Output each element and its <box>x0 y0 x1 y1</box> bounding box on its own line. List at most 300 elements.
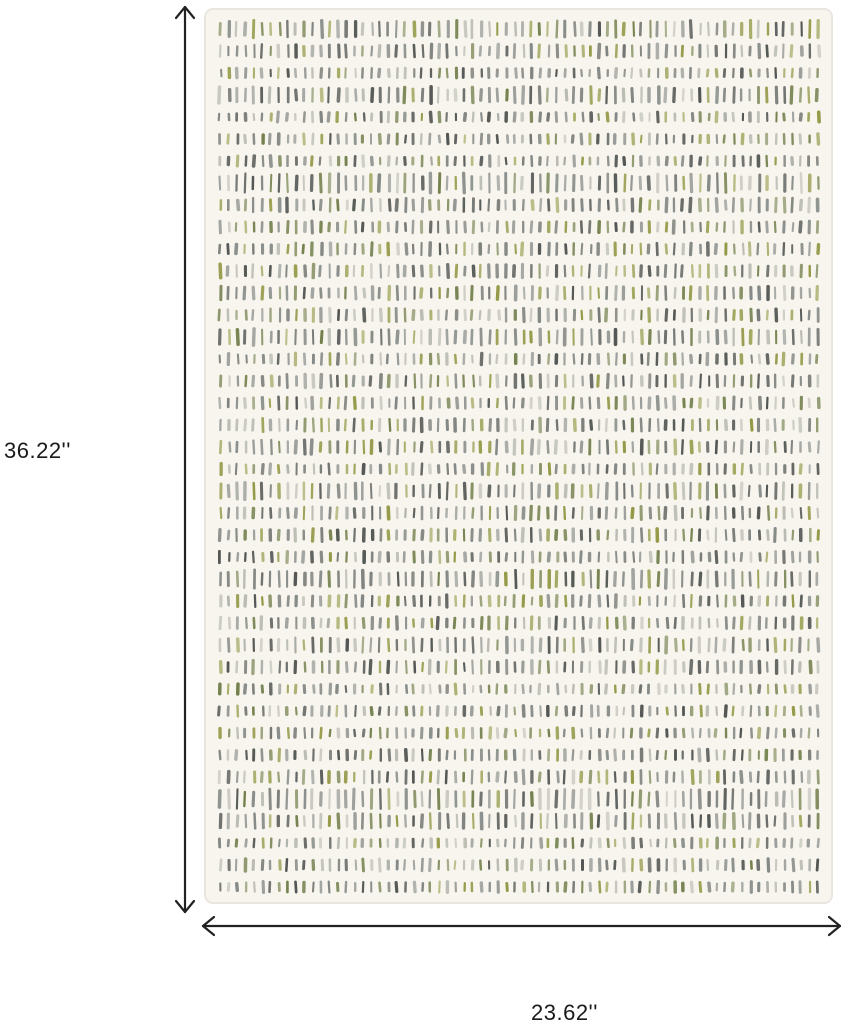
rug-mark <box>448 221 449 232</box>
rug-mark <box>370 661 371 674</box>
rug-mark <box>667 708 668 714</box>
rug-mark <box>455 157 456 164</box>
rug-mark <box>472 399 473 407</box>
rug-mark <box>354 419 355 431</box>
rug-mark <box>497 685 498 694</box>
rug-mark <box>379 46 380 57</box>
rug-mark <box>700 200 701 211</box>
rug-mark <box>379 70 380 77</box>
rug-mark <box>278 706 279 715</box>
rug-mark <box>615 465 616 473</box>
rug-mark <box>606 87 607 103</box>
rug-mark <box>481 113 482 121</box>
rug-mark <box>355 706 356 716</box>
rug-mark <box>431 112 432 121</box>
rug-mark <box>312 157 313 166</box>
rug-mark <box>523 200 524 210</box>
rug-mark <box>278 354 279 363</box>
rug-mark <box>245 89 246 101</box>
rug-mark <box>481 793 482 805</box>
rug-mark <box>691 465 692 474</box>
rug-mark <box>573 729 574 738</box>
rug-mark <box>733 707 734 715</box>
rug-mark <box>472 286 473 299</box>
rug-mark <box>599 839 600 846</box>
rug-mark <box>481 686 482 692</box>
rug-mark <box>497 729 498 738</box>
rug-mark <box>564 287 565 298</box>
rug-mark <box>658 397 659 409</box>
rug-mark <box>363 792 364 806</box>
rug-mark <box>591 839 592 848</box>
rug-mark <box>389 750 390 760</box>
rug-mark <box>556 617 557 629</box>
rug-mark <box>288 597 289 606</box>
rug-mark <box>581 552 582 563</box>
rug-mark <box>547 157 548 166</box>
rug-mark <box>758 772 759 782</box>
rug-mark <box>464 466 465 473</box>
rug-mark <box>683 840 684 847</box>
rug-mark <box>768 531 769 540</box>
rug-mark <box>305 266 306 276</box>
rug-mark <box>313 134 314 144</box>
rug-mark <box>447 464 448 474</box>
rug-mark <box>514 420 515 429</box>
rug-mark <box>522 861 523 868</box>
rug-mark <box>261 44 262 57</box>
rug-mark <box>497 287 498 299</box>
rug-mark <box>397 440 398 454</box>
rug-mark <box>454 618 455 628</box>
rug-mark <box>305 440 306 454</box>
rug-mark <box>346 686 347 692</box>
rug-mark <box>438 354 439 364</box>
rug-mark <box>228 135 229 143</box>
rug-mark <box>776 729 777 737</box>
rug-mark <box>297 421 298 429</box>
rug-mark <box>381 265 382 278</box>
rug-mark <box>455 772 456 782</box>
rug-mark <box>320 443 321 451</box>
rug-mark <box>683 483 684 498</box>
rug-mark <box>245 596 246 606</box>
rug-mark <box>406 685 407 692</box>
rug-mark <box>446 662 447 673</box>
rug-mark <box>488 464 489 475</box>
rug-mark <box>312 221 313 233</box>
rug-mark <box>556 222 557 233</box>
rug-mark <box>641 244 642 255</box>
rug-mark <box>499 311 500 319</box>
rug-mark <box>716 70 717 77</box>
rug-mark <box>691 243 692 254</box>
rug-mark <box>398 573 399 586</box>
rug-mark <box>371 708 372 715</box>
rug-mark <box>270 464 271 474</box>
rug-mark <box>607 729 608 737</box>
rug-mark <box>296 882 297 892</box>
rug-mark <box>633 814 634 829</box>
rug-mark <box>237 156 238 166</box>
rug-mark <box>817 90 818 101</box>
rug-mark <box>220 617 221 629</box>
rug-mark <box>321 331 322 342</box>
rug-mark <box>305 399 306 408</box>
rug-mark <box>320 200 321 209</box>
rug-mark <box>304 112 305 121</box>
rug-mark <box>785 686 786 693</box>
rug-mark <box>380 728 381 738</box>
rug-mark <box>337 507 338 518</box>
rug-mark <box>228 684 229 693</box>
rug-mark <box>363 200 364 210</box>
rug-mark <box>658 223 659 231</box>
rug-mark <box>515 23 516 36</box>
rug-mark <box>532 882 533 892</box>
rug-mark <box>414 509 415 517</box>
rug-mark <box>338 354 339 364</box>
rug-mark <box>615 573 616 586</box>
rug-mark <box>659 507 660 519</box>
rug-mark <box>691 399 692 406</box>
rug-mark <box>583 617 584 629</box>
rug-mark <box>439 330 440 345</box>
rug-mark <box>447 45 448 58</box>
rug-mark <box>328 619 329 626</box>
rug-mark <box>431 442 432 452</box>
rug-mark <box>775 529 776 542</box>
rug-mark <box>455 200 456 209</box>
rug-mark <box>607 47 608 55</box>
rug-mark <box>523 706 524 716</box>
rug-mark <box>338 751 339 759</box>
rug-mark <box>523 87 524 103</box>
rug-mark <box>388 639 389 651</box>
rug-mark <box>775 222 776 232</box>
rug-mark <box>700 508 701 518</box>
rug-mark <box>338 398 339 408</box>
rug-mark <box>692 114 693 121</box>
rug-mark <box>271 175 272 192</box>
rug-mark <box>742 46 743 56</box>
rug-mark <box>237 330 238 345</box>
rug-mark <box>522 243 523 255</box>
rug-mark <box>481 573 482 586</box>
rug-mark <box>422 792 423 806</box>
rug-mark <box>397 816 398 826</box>
rug-mark <box>750 200 751 211</box>
rug-mark <box>455 90 456 100</box>
rug-mark <box>295 69 296 77</box>
rug-mark <box>303 245 304 253</box>
rug-mark <box>338 639 339 651</box>
rug-mark <box>270 399 271 407</box>
rug-mark <box>372 23 373 35</box>
rug-mark <box>229 618 230 628</box>
rug-mark <box>524 355 525 364</box>
rug-mark <box>287 114 288 120</box>
rug-mark <box>489 113 490 120</box>
rug-mark <box>405 158 406 165</box>
rug-mark <box>397 617 398 629</box>
rug-mark <box>760 398 761 409</box>
rug-mark <box>591 375 592 386</box>
rug-mark <box>481 839 482 846</box>
rug-mark <box>497 375 498 387</box>
rug-mark <box>262 861 263 870</box>
rug-mark <box>557 199 558 212</box>
rug-mark <box>278 728 279 737</box>
rug-mark <box>633 397 634 409</box>
rug-mark <box>641 529 642 542</box>
rug-mark <box>313 771 314 782</box>
rug-mark <box>439 136 440 142</box>
rug-mark <box>574 708 575 715</box>
rug-mark <box>683 595 684 607</box>
rug-mark <box>245 399 246 408</box>
rug-mark <box>784 114 785 120</box>
rug-mark <box>421 443 422 452</box>
rug-mark <box>573 508 574 517</box>
rug-mark <box>608 398 609 408</box>
rug-mark <box>389 200 390 210</box>
rug-mark <box>606 685 607 693</box>
rug-mark <box>515 816 516 826</box>
rug-mark <box>237 772 238 782</box>
rug-mark <box>507 136 508 143</box>
rug-mark <box>506 529 507 541</box>
rug-mark <box>615 750 616 760</box>
rug-mark <box>406 750 407 760</box>
rug-mark <box>691 441 692 452</box>
rug-mark <box>581 790 582 808</box>
rug-mark <box>632 640 633 649</box>
rug-mark <box>767 69 768 77</box>
rug-mark <box>390 419 391 431</box>
rug-mark <box>732 789 733 808</box>
rug-mark <box>515 530 516 541</box>
rug-mark <box>472 330 473 344</box>
rug-mark <box>498 45 499 58</box>
rug-mark <box>338 200 339 210</box>
rug-mark <box>514 113 515 121</box>
rug-mark <box>220 860 221 870</box>
rug-mark <box>608 375 609 388</box>
rug-mark <box>380 135 381 143</box>
rug-mark <box>347 663 348 672</box>
rug-mark <box>497 399 498 407</box>
rug-mark <box>701 706 702 716</box>
rug-mark <box>364 441 365 454</box>
rug-mark <box>490 420 491 431</box>
rug-mark <box>692 882 693 891</box>
rug-mark <box>615 638 616 652</box>
rug-mark <box>380 619 381 628</box>
rug-mark <box>583 639 584 652</box>
rug-mark <box>598 114 599 120</box>
rug-mark <box>809 243 810 255</box>
rug-mark <box>793 223 794 231</box>
rug-mark <box>607 883 608 891</box>
rug-mark <box>354 730 355 736</box>
rug-mark <box>356 860 357 869</box>
rug-mark <box>388 484 389 498</box>
rug-mark <box>270 156 271 166</box>
rug-mark <box>329 223 330 230</box>
rug-mark <box>414 45 415 57</box>
rug-mark <box>322 21 323 38</box>
rug-mark <box>465 114 466 120</box>
rug-mark <box>414 331 415 343</box>
rug-mark <box>659 331 660 342</box>
rug-mark <box>414 597 415 606</box>
rug-mark <box>556 791 557 807</box>
rug-mark <box>228 531 229 539</box>
rug-mark <box>430 485 431 497</box>
rug-mark <box>246 311 247 320</box>
rug-mark <box>346 882 347 892</box>
rug-mark <box>405 223 406 230</box>
rug-mark <box>346 113 347 121</box>
rug-mark <box>465 573 466 585</box>
rug-mark <box>338 89 339 101</box>
rug-mark <box>253 20 254 37</box>
rug-mark <box>263 418 264 431</box>
rug-mark <box>751 309 752 321</box>
rug-mark <box>608 595 609 606</box>
rug-mark <box>665 751 666 759</box>
rug-mark <box>666 570 667 588</box>
rug-mark <box>808 88 809 103</box>
rug-mark <box>447 69 448 78</box>
rug-mark <box>523 770 524 783</box>
rug-mark <box>295 330 296 344</box>
rug-mark <box>448 265 449 278</box>
rug-mark <box>219 310 220 320</box>
rug-mark <box>413 619 414 626</box>
rug-mark <box>649 309 650 321</box>
rug-mark <box>387 773 388 782</box>
rug-mark <box>616 816 617 825</box>
rug-mark <box>700 729 701 737</box>
rug-mark <box>556 441 557 453</box>
rug-mark <box>473 638 474 653</box>
rug-mark <box>724 136 725 143</box>
rug-mark <box>751 706 752 716</box>
rug-mark <box>304 861 305 868</box>
rug-mark <box>413 685 414 693</box>
rug-mark <box>692 573 693 585</box>
rug-mark <box>246 840 247 847</box>
rug-mark <box>558 772 559 782</box>
rug-mark <box>615 861 616 869</box>
rug-mark <box>632 89 633 102</box>
rug-mark <box>397 773 398 782</box>
rug-mark <box>279 840 280 846</box>
rug-mark <box>362 223 363 231</box>
rug-mark <box>413 638 414 652</box>
rug-mark <box>522 177 523 188</box>
rug-mark <box>716 552 717 563</box>
rug-mark <box>531 222 532 232</box>
rug-mark <box>566 245 567 254</box>
rug-mark <box>793 730 794 736</box>
rug-mark <box>818 771 819 783</box>
rug-mark <box>516 570 517 588</box>
rug-mark <box>700 883 701 892</box>
rug-mark <box>733 24 734 35</box>
rug-mark <box>793 596 794 607</box>
rug-mark <box>608 793 609 805</box>
rug-mark <box>514 174 515 192</box>
rug-mark <box>816 355 817 362</box>
rug-mark <box>658 882 659 893</box>
rug-mark <box>682 46 683 56</box>
rug-mark <box>792 791 793 807</box>
rug-mark <box>716 638 717 652</box>
rug-mark <box>371 484 372 498</box>
rug-mark <box>465 267 466 275</box>
rug-mark <box>438 87 439 102</box>
rug-mark <box>809 399 810 407</box>
height-dimension-arrow <box>176 7 194 912</box>
rug-mark <box>363 859 364 871</box>
rug-mark <box>364 289 365 297</box>
rug-mark <box>657 464 658 474</box>
rug-mark <box>371 199 372 211</box>
rug-mark <box>269 88 270 103</box>
rug-mark <box>590 23 591 36</box>
rug-mark <box>254 156 255 166</box>
rug-mark <box>658 572 659 585</box>
rug-mark <box>690 287 691 299</box>
rug-mark <box>725 331 726 342</box>
rug-mark <box>539 485 540 497</box>
rug-mark <box>262 465 263 474</box>
rug-mark <box>657 619 658 627</box>
rug-mark <box>321 354 322 365</box>
rug-mark <box>573 87 574 102</box>
rug-mark <box>524 45 525 57</box>
rug-mark <box>456 375 457 388</box>
rug-mark <box>682 200 683 210</box>
rug-mark <box>515 245 516 254</box>
rug-mark <box>304 640 305 649</box>
rug-mark <box>768 266 769 276</box>
rug-mark <box>472 356 473 363</box>
rug-mark <box>439 112 440 121</box>
rug-mark <box>490 375 491 387</box>
rug-mark <box>279 265 280 277</box>
rug-mark <box>540 199 541 211</box>
rug-mark <box>312 289 313 297</box>
rug-mark <box>278 531 279 540</box>
rug-mark <box>406 376 407 385</box>
rug-mark <box>246 465 247 473</box>
rug-mark <box>261 69 262 77</box>
rug-mark <box>488 199 489 210</box>
rug-mark <box>270 134 271 143</box>
rug-mark <box>262 597 263 605</box>
rug-mark <box>666 223 667 231</box>
rug-mark <box>473 508 474 517</box>
rug-mark <box>793 399 794 406</box>
rug-mark <box>548 135 549 143</box>
rug-mark <box>321 46 322 56</box>
rug-mark <box>649 793 650 806</box>
rug-mark <box>776 198 777 211</box>
